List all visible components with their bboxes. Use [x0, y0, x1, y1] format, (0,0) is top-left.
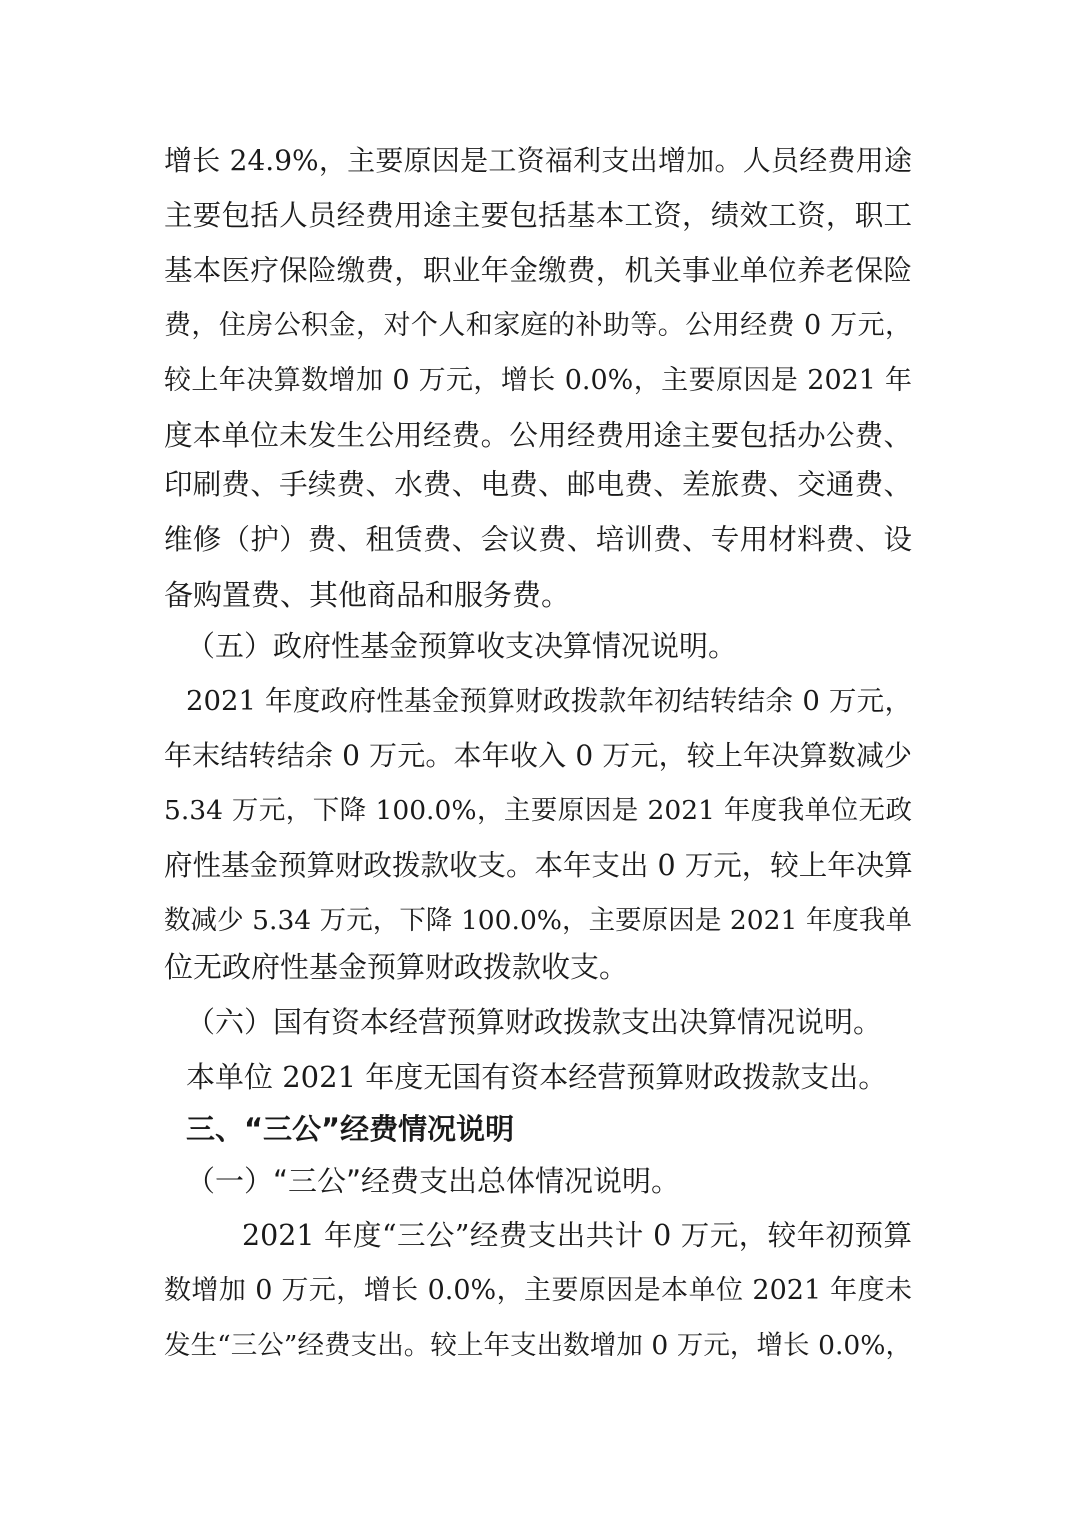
body-text-line: 基本医疗保险缴费，职业年金缴费，机关事业单位养老保险: [164, 254, 912, 287]
body-text-line: 5.34 万元，下降 100.0%，主要原因是 2021 年度我单位无政: [164, 795, 912, 826]
body-text-line: 主要包括人员经费用途主要包括基本工资，绩效工资，职工: [164, 199, 912, 232]
section-subheading-5: （五）政府性基金预算收支决算情况说明。: [186, 629, 738, 663]
body-text-line: 增长 24.9%，主要原因是工资福利支出增加。人员经费用途: [164, 144, 912, 177]
body-text-line: 数减少 5.34 万元，下降 100.0%，主要原因是 2021 年度我单: [164, 905, 912, 936]
body-text-line: 本单位 2021 年度无国有资本经营预算财政拨款支出。: [186, 1060, 888, 1094]
body-text-line: 发生“三公”经费支出。较上年支出数增加 0 万元，增长 0.0%，: [164, 1330, 912, 1361]
body-text-line: 2021 年度政府性基金预算财政拨款年初结转结余 0 万元，: [186, 685, 912, 717]
body-text-line: 府性基金预算财政拨款收支。本年支出 0 万元，较上年决算: [164, 849, 913, 882]
body-text-line: 位无政府性基金预算财政拨款收支。: [164, 950, 629, 984]
body-text-line: 年末结转结余 0 万元。本年收入 0 万元，较上年决算数减少: [164, 739, 912, 772]
body-text-line: 费，住房公积金，对个人和家庭的补助等。公用经费 0 万元，: [164, 310, 912, 341]
body-text-line: 数增加 0 万元，增长 0.0%，主要原因是本单位 2021 年度未: [164, 1275, 912, 1306]
body-text-line: 备购置费、其他商品和服务费。: [164, 578, 571, 612]
section-subheading-3-1: （一）“三公”经费支出总体情况说明。: [186, 1164, 681, 1198]
body-text-line: 维修（护）费、租赁费、会议费、培训费、专用材料费、设: [164, 523, 912, 556]
section-heading-3: 三、“三公”经费情况说明: [186, 1112, 515, 1146]
body-text-line: 2021 年度“三公”经费支出共计 0 万元，较年初预算: [242, 1219, 912, 1252]
body-text-line: 印刷费、手续费、水费、电费、邮电费、差旅费、交通费、: [164, 468, 912, 501]
body-text-line: 度本单位未发生公用经费。公用经费用途主要包括办公费、: [164, 419, 912, 452]
body-text-line: 较上年决算数增加 0 万元，增长 0.0%，主要原因是 2021 年: [164, 365, 912, 396]
section-subheading-6: （六）国有资本经营预算财政拨款支出决算情况说明。: [186, 1005, 883, 1039]
